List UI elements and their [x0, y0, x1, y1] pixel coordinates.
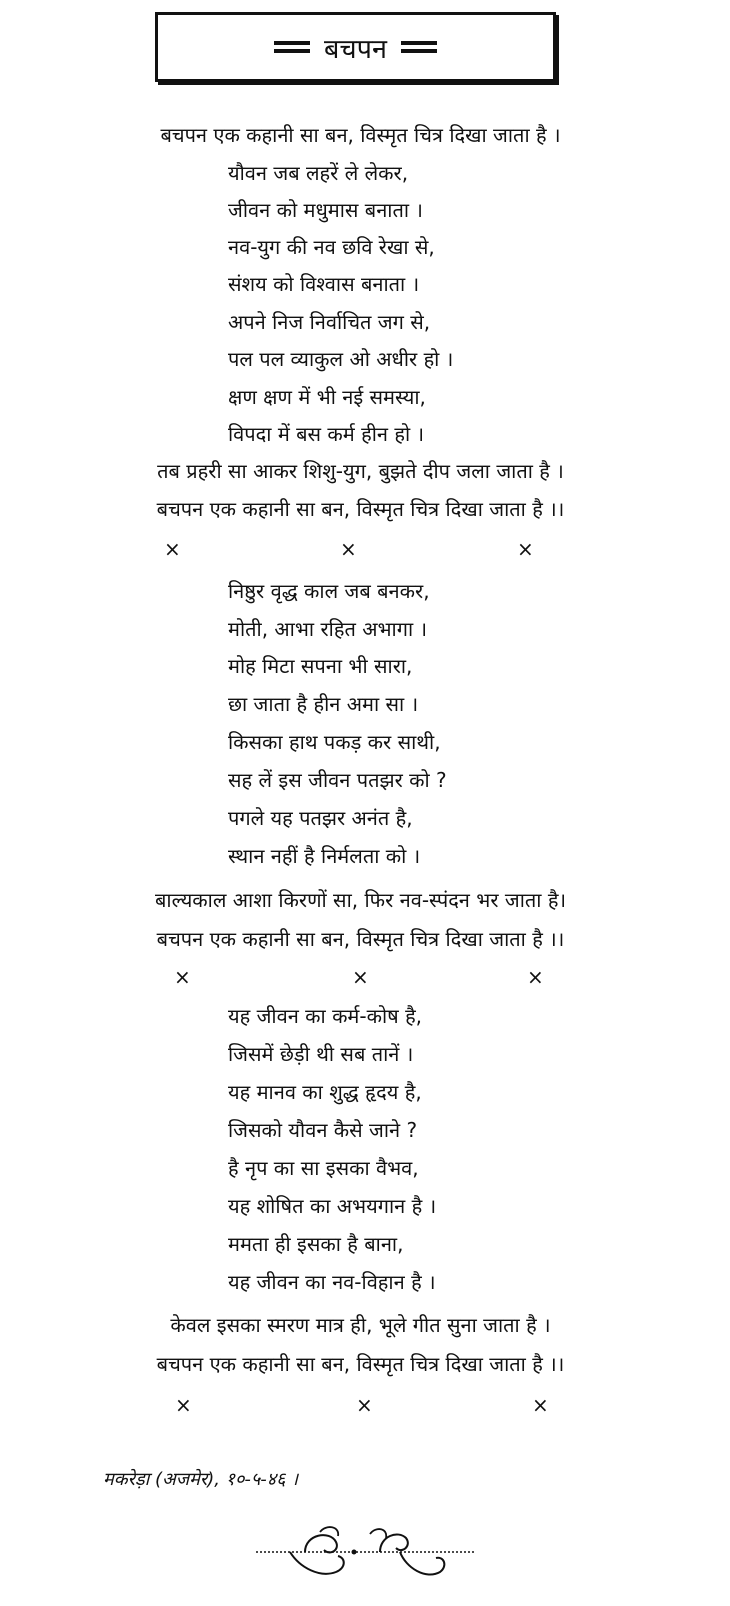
stanza1-line-2: जीवन को मधुमास बनाता । [228, 198, 423, 222]
stanza1-line-4: संशय को विश्वास बनाता । [228, 272, 420, 296]
refrain-end-2: बचपन एक कहानी सा बन, विस्मृत चित्र दिखा जाता है ।। [156, 927, 565, 951]
separator-mark: × [532, 1393, 549, 1417]
separator-mark: × [527, 965, 544, 989]
stanza3-line-7: ममता ही इसका है बाना, [228, 1232, 404, 1256]
stanza2-line-1: निष्ठुर वृद्ध काल जब बनकर, [228, 579, 430, 603]
separator-mark: × [174, 965, 191, 989]
title-ornament-left [274, 41, 310, 53]
stanza1-line-6: पल पल व्याकुल ओ अधीर हो । [228, 347, 454, 371]
title-row [158, 15, 553, 79]
stanza3-line-6: यह शोषित का अभयगान है । [228, 1194, 437, 1218]
stanza1-line-5: अपने निज निर्वाचित जग से, [228, 310, 431, 334]
stanza3-line-1: यह जीवन का कर्म-कोष है, [228, 1004, 423, 1028]
separator-mark: × [352, 965, 369, 989]
stanza3-line-3: यह मानव का शुद्ध हृदय है, [228, 1080, 422, 1104]
closing-line-2: बाल्यकाल आशा किरणों सा, फिर नव-स्पंदन भर जाता है। [154, 888, 567, 912]
separator-mark: × [356, 1393, 373, 1417]
separator-mark: × [164, 537, 181, 561]
separator-mark: × [340, 537, 357, 561]
stanza2-line-2: मोती, आभा रहित अभागा । [228, 617, 428, 641]
stanza3-line-2: जिसमें छेड़ी थी सब तानें । [228, 1042, 414, 1066]
stanza3-line-8: यह जीवन का नव-विहान है । [228, 1270, 436, 1294]
place-date-footer: मकरेड़ा (अजमेर), १०-५-४६ । [103, 1469, 299, 1490]
stanza2-line-7: पगले यह पतझर अनंत है, [228, 806, 413, 830]
stanza3-line-5: है नृप का सा इसका वैभव, [228, 1156, 419, 1180]
stanza3-line-4: जिसको यौवन कैसे जाने ? [228, 1118, 418, 1142]
separator-mark: × [517, 537, 534, 561]
separator-mark: × [175, 1393, 192, 1417]
stanza2-line-6: सह लें इस जीवन पतझर को ? [228, 768, 447, 792]
stanza2-line-5: किसका हाथ पकड़ कर साथी, [228, 730, 441, 754]
ornamental-flourish-icon [250, 1522, 480, 1586]
refrain-end-1: बचपन एक कहानी सा बन, विस्मृत चित्र दिखा जाता है ।। [156, 497, 565, 521]
stanza2-line-3: मोह मिटा सपना भी सारा, [228, 654, 413, 678]
stanza1-line-8: विपदा में बस कर्म हीन हो । [228, 422, 425, 446]
stanza2-line-8: स्थान नहीं है निर्मलता को । [228, 844, 421, 868]
closing-line-1: तब प्रहरी सा आकर शिशु-युग, बुझते दीप जला जाता है । [157, 459, 564, 483]
closing-line-3: केवल इसका स्मरण मात्र ही, भूले गीत सुना जाता है । [170, 1313, 551, 1337]
stanza1-line-7: क्षण क्षण में भी नई समस्या, [228, 385, 426, 409]
title-ornament-right [401, 41, 437, 53]
stanza1-line-3: नव-युग की नव छवि रेखा से, [228, 235, 435, 259]
stanza1-line-1: यौवन जब लहरें ले लेकर, [228, 161, 409, 185]
poem-title: बचपन [324, 33, 387, 65]
refrain-line: बचपन एक कहानी सा बन, विस्मृत चित्र दिखा जाता है । [160, 123, 561, 147]
title-box [155, 12, 556, 82]
stanza2-line-4: छा जाता है हीन अमा सा । [228, 692, 419, 716]
refrain-end-3: बचपन एक कहानी सा बन, विस्मृत चित्र दिखा जाता है ।। [156, 1352, 565, 1376]
